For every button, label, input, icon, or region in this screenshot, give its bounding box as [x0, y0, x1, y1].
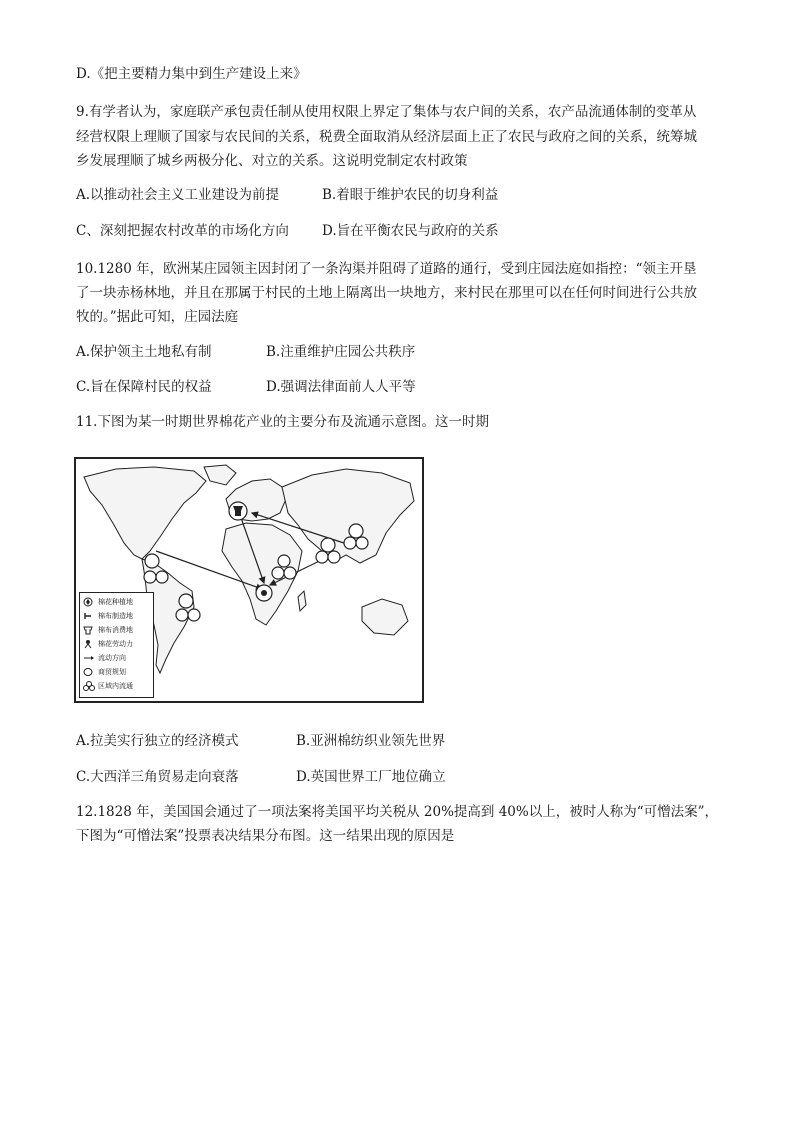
q9-option-a: A.以推动社会主义工业建设为前提 — [76, 187, 280, 203]
legend-row: 区域内流通 — [83, 679, 150, 693]
q11-stem: 11.下图为某一时期世界棉花产业的主要分布及流通示意图。这一时期 — [76, 414, 489, 430]
q11-option-d: D.英国世界工厂地位确立 — [296, 769, 446, 785]
q11-option-a: A.拉美实行独立的经济模式 — [76, 733, 239, 749]
australia-landmass — [362, 599, 408, 635]
legend-row: 棉花种植地 — [83, 595, 150, 609]
q10-stem-line-3: 牧的。”据此可知，庄园法庭 — [76, 309, 239, 325]
q11-option-c: C.大西洋三角贸易走向衰落 — [76, 769, 239, 785]
q9-option-c: C、深刻把握农村改革的市场化方向 — [76, 223, 289, 239]
north-america-landmass — [84, 467, 206, 559]
q9-stem-line-3: 乡发展理顺了城乡两极分化、对立的关系。这说明党制定农村政策 — [76, 153, 468, 169]
madagascar-landmass — [298, 591, 306, 611]
q12-stem-line-2: 下图为“可憎法案”投票表决结果分布图。这一结果出现的原因是 — [76, 828, 455, 844]
map-legend — [79, 592, 154, 698]
q10-option-a: A.保护领主土地私有制 — [76, 344, 212, 360]
legend-row: 棉布消费地 — [83, 623, 150, 637]
arrow-icon — [83, 653, 95, 663]
worker-icon — [83, 639, 95, 649]
legend-row: 商贸规划 — [83, 665, 150, 679]
q9-option-d: D.旨在平衡农民与政府的关系 — [322, 223, 499, 239]
shirt-icon — [83, 625, 95, 635]
africa-labor-marker — [256, 585, 272, 601]
q10-option-d: D.强调法律面前人人平等 — [266, 379, 416, 395]
q10-stem-line-1: 10.1280 年，欧洲某庄园领主因封闭了一条沟渠并阻碍了道路的通行，受到庄园法庭如指控：“领主开垦 — [76, 261, 697, 277]
loom-icon — [83, 611, 95, 621]
q12-stem-line-1: 12.1828 年，美国国会通过了一项法案将美国平均关税从 20%提高到 40%以上，被时人称为“可憎法案”， — [76, 804, 719, 820]
cotton-world-map — [74, 457, 424, 703]
q9-option-b: B.着眼于维护农民的切身利益 — [322, 187, 499, 203]
q8-option-d: D.《把主要精力集中到生产建设上来》 — [76, 66, 307, 82]
cluster-icon — [83, 681, 95, 691]
cotton-plant-icon — [83, 597, 95, 607]
q10-stem-line-2: 了一块赤杨林地，并且在那属于村民的土地上隔离出一块地方，来村民在那里可以在任何时间进行公共放 — [76, 285, 697, 301]
legend-row: 流动方向 — [83, 651, 150, 665]
europe-consumption-marker — [229, 502, 247, 520]
q9-stem-line-1: 9.有学者认为，家庭联产承包责任制从使用权限上界定了集体与农户间的关系，农产品流通体制的变革从 — [76, 104, 697, 120]
q10-option-c: C.旨在保障村民的权益 — [76, 379, 212, 395]
q11-option-b: B.亚洲棉纺织业领先世界 — [296, 733, 446, 749]
circle-icon — [83, 667, 95, 677]
greenland-landmass — [204, 465, 236, 485]
q10-option-b: B.注重维护庄园公共秩序 — [266, 344, 416, 360]
q9-stem-line-2: 经营权限上理顺了国家与农民间的关系，税费全面取消从经济层面上正了农民与政府之间的关系，统筹城 — [76, 129, 697, 145]
legend-row: 棉布制造地 — [83, 609, 150, 623]
legend-row: 棉花劳动力 — [83, 637, 150, 651]
